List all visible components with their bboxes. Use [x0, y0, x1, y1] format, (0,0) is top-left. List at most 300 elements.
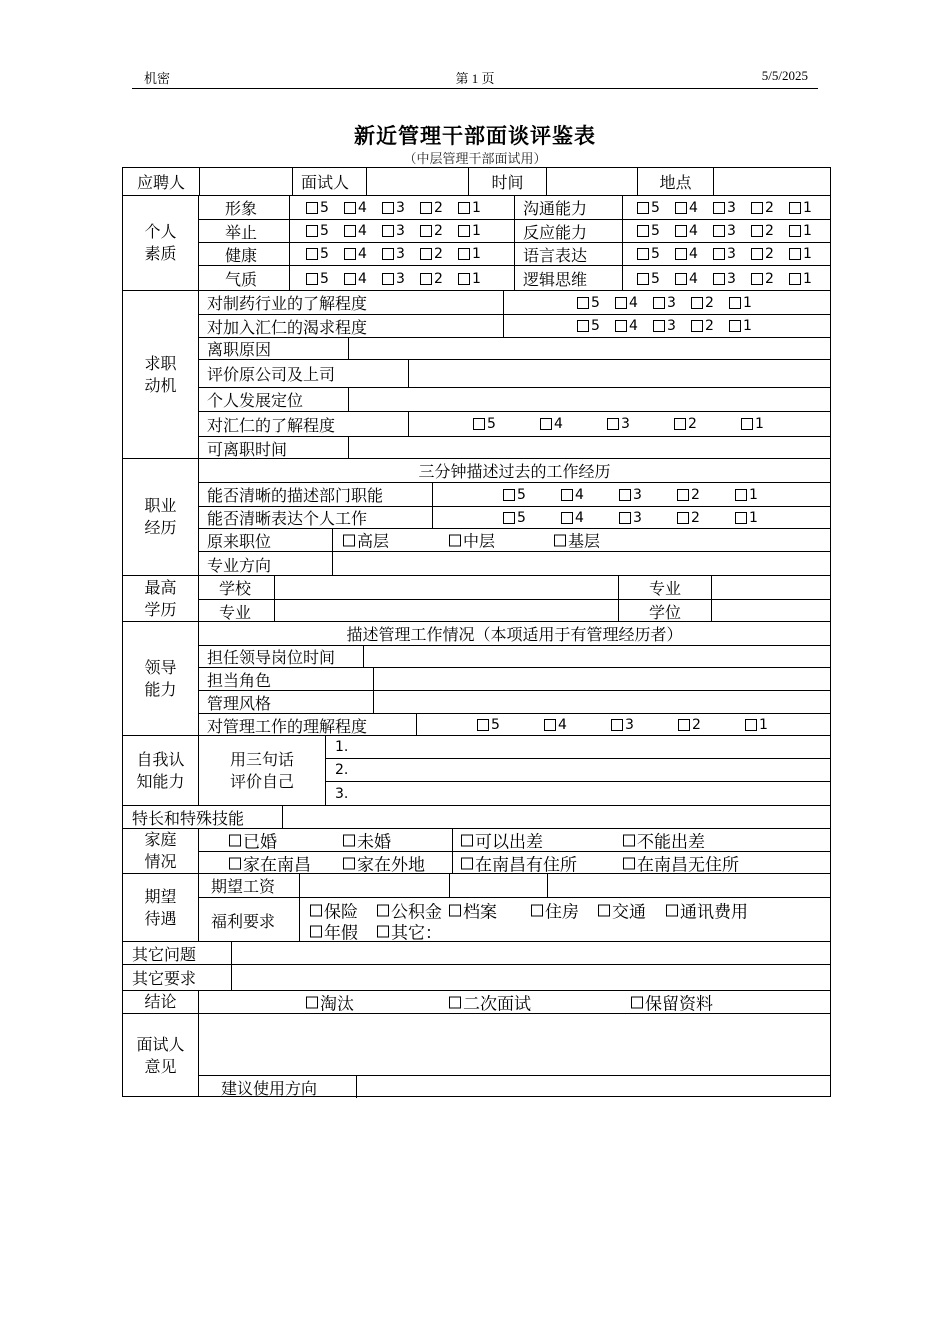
checkbox[interactable]: [691, 320, 703, 332]
personal-row: [199, 219, 830, 242]
checkbox[interactable]: [306, 248, 318, 260]
experience-heading: 三分钟描述过去的工作经历: [418, 462, 611, 481]
checkbox[interactable]: [540, 418, 552, 430]
option-0[interactable]: 高层: [343, 529, 389, 552]
checkbox[interactable]: [343, 534, 355, 546]
checkbox[interactable]: [382, 202, 394, 214]
option-2[interactable]: 3: [382, 271, 405, 287]
checkbox[interactable]: [420, 202, 432, 214]
direction-label: 建议使用方向: [199, 1076, 357, 1098]
experience-row: [199, 528, 830, 551]
checkbox[interactable]: [449, 904, 461, 916]
leadership-field[interactable]: [374, 691, 830, 713]
experience-item: 专业方向: [199, 552, 333, 576]
personal-item: 形象: [199, 196, 290, 219]
checkbox[interactable]: [377, 925, 389, 937]
option-3[interactable]: 在南昌无住所: [623, 851, 739, 876]
checkbox[interactable]: [344, 202, 356, 214]
option-2[interactable]: 3: [713, 246, 736, 262]
self-line[interactable]: [326, 781, 830, 806]
checkbox[interactable]: [449, 534, 461, 546]
option-2[interactable]: 基层: [554, 529, 600, 552]
option-0[interactable]: 5: [577, 318, 600, 334]
option-2[interactable]: 3: [382, 223, 405, 239]
option-2[interactable]: 3: [607, 416, 630, 432]
option-3[interactable]: 2: [420, 223, 443, 239]
checkbox[interactable]: [619, 512, 631, 524]
option-0[interactable]: 5: [637, 200, 660, 216]
option-3[interactable]: 2: [691, 295, 714, 311]
option-0[interactable]: 5: [306, 271, 329, 287]
checkbox[interactable]: [623, 834, 635, 846]
option-2[interactable]: 3: [653, 295, 676, 311]
applicant-field[interactable]: [200, 168, 293, 195]
checkbox[interactable]: [677, 512, 689, 524]
option-3[interactable]: 2: [677, 487, 700, 503]
skills-field[interactable]: [283, 806, 830, 828]
personal-item: 健康: [199, 243, 290, 265]
personal-section: [123, 195, 830, 290]
option-3[interactable]: 2: [420, 200, 443, 216]
checkbox[interactable]: [713, 225, 725, 237]
option-1[interactable]: 二次面试: [449, 990, 531, 1015]
checkbox[interactable]: [675, 273, 687, 285]
option-1[interactable]: 公积金: [377, 898, 442, 923]
checkbox[interactable]: [310, 904, 322, 916]
applicant-label: 应聘人: [123, 168, 200, 195]
major-direction-field[interactable]: [333, 552, 830, 576]
option-2[interactable]: 3: [653, 318, 676, 334]
option-3[interactable]: 2: [674, 416, 697, 432]
option-3[interactable]: 2: [677, 510, 700, 526]
option-2[interactable]: 3: [619, 487, 642, 503]
checkbox[interactable]: [420, 248, 432, 260]
education-label: 最高 学历: [123, 576, 199, 621]
experience-row: [199, 506, 830, 528]
leadership-item: 担当角色: [199, 668, 374, 690]
conclusion-options: [306, 991, 830, 1013]
experience-label: 职业 经历: [123, 459, 199, 575]
option-1[interactable]: 4: [615, 295, 638, 311]
checkbox[interactable]: [675, 248, 687, 260]
option-0[interactable]: 5: [637, 223, 660, 239]
option-4[interactable]: 1: [458, 271, 481, 287]
motivation-row: [199, 314, 830, 337]
option-1[interactable]: 4: [675, 271, 698, 287]
checkbox[interactable]: [531, 904, 543, 916]
option-3[interactable]: 2: [678, 717, 701, 733]
checkbox[interactable]: [637, 202, 649, 214]
option-4[interactable]: 1: [789, 200, 812, 216]
checkbox[interactable]: [751, 225, 763, 237]
option-3[interactable]: 2: [751, 271, 774, 287]
option-4[interactable]: 1: [789, 223, 812, 239]
checkbox[interactable]: [637, 273, 649, 285]
option-0[interactable]: 5: [306, 246, 329, 262]
salary-field-2[interactable]: [450, 874, 548, 897]
option-1[interactable]: 4: [344, 246, 367, 262]
place-field[interactable]: [714, 168, 830, 195]
checkbox[interactable]: [561, 489, 573, 501]
salary-field[interactable]: [300, 874, 450, 897]
option-1[interactable]: 4: [561, 510, 584, 526]
major-label: 专业: [199, 600, 275, 622]
opinion-field[interactable]: [199, 1014, 830, 1075]
benefits-row: [199, 897, 830, 942]
experience-row: [199, 482, 830, 506]
motivation-item: 对加入汇仁的渴求程度: [199, 315, 504, 337]
option-4[interactable]: 1: [458, 200, 481, 216]
salary-row: [199, 874, 830, 897]
checkbox[interactable]: [420, 273, 432, 285]
expect-section: [123, 873, 830, 944]
checkbox[interactable]: [729, 320, 741, 332]
option-1[interactable]: 4: [615, 318, 638, 334]
option-0[interactable]: 保险: [310, 898, 358, 923]
motivation-item: 个人发展定位: [199, 388, 349, 411]
checkbox[interactable]: [751, 248, 763, 260]
checkbox[interactable]: [678, 719, 690, 731]
degree-field[interactable]: [712, 600, 830, 622]
checkbox[interactable]: [458, 225, 470, 237]
checkbox[interactable]: [789, 225, 801, 237]
option-1[interactable]: 4: [561, 487, 584, 503]
checkbox[interactable]: [713, 273, 725, 285]
option-2[interactable]: 保留资料: [631, 990, 713, 1015]
option-0[interactable]: 已婚: [229, 828, 277, 853]
experience-item: 能否清晰表达个人工作: [199, 507, 433, 528]
checkbox[interactable]: [789, 202, 801, 214]
option-2[interactable]: 3: [382, 200, 405, 216]
option-0[interactable]: 5: [637, 246, 660, 262]
personal-item-right: 逻辑思维: [515, 266, 623, 291]
option-2[interactable]: 3: [619, 510, 642, 526]
self-line[interactable]: [326, 758, 830, 781]
option-2[interactable]: 3: [713, 200, 736, 216]
interviewer-label: 面试人: [293, 168, 367, 195]
benefits-label: 福利要求: [199, 898, 300, 942]
option-1[interactable]: 4: [344, 271, 367, 287]
motivation-item: 对制药行业的了解程度: [199, 291, 504, 314]
benefits-line-2: [310, 919, 830, 943]
option-1[interactable]: 4: [540, 416, 563, 432]
checkbox[interactable]: [382, 248, 394, 260]
motivation-item: 对汇仁的了解程度: [199, 412, 409, 436]
checkbox[interactable]: [735, 512, 747, 524]
leadership-row: [199, 667, 830, 690]
personal-item-right: 语言表达: [515, 243, 623, 265]
checkbox[interactable]: [607, 418, 619, 430]
checkbox[interactable]: [666, 904, 678, 916]
option-2[interactable]: 3: [611, 717, 634, 733]
option-4[interactable]: 1: [729, 295, 752, 311]
checkbox[interactable]: [503, 512, 515, 524]
checkbox[interactable]: [382, 273, 394, 285]
leadership-row: [199, 645, 830, 667]
checkbox[interactable]: [473, 418, 485, 430]
checkbox[interactable]: [615, 297, 627, 309]
page-header: [132, 68, 818, 89]
motivation-item: 可离职时间: [199, 437, 349, 459]
option-0[interactable]: 5: [577, 295, 600, 311]
leadership-item: 对管理工作的理解程度: [199, 714, 417, 736]
option-3[interactable]: 2: [691, 318, 714, 334]
checkbox[interactable]: [637, 225, 649, 237]
option-3[interactable]: 2: [751, 246, 774, 262]
checkbox[interactable]: [382, 225, 394, 237]
option-0[interactable]: 家在南昌: [229, 851, 311, 876]
personal-item-right: 沟通能力: [515, 196, 623, 219]
checkbox[interactable]: [713, 248, 725, 260]
checkbox[interactable]: [377, 904, 389, 916]
conclusion-label: 结论: [123, 991, 199, 1013]
option-3[interactable]: 2: [420, 246, 443, 262]
motivation-label: 求职 动机: [123, 291, 199, 458]
checkbox[interactable]: [741, 418, 753, 430]
checkbox[interactable]: [789, 248, 801, 260]
salary-field-3[interactable]: [548, 874, 830, 897]
checkbox[interactable]: [653, 297, 665, 309]
checkbox[interactable]: [623, 857, 635, 869]
option-3[interactable]: 2: [751, 200, 774, 216]
leadership-field[interactable]: [364, 646, 830, 667]
motivation-row: [199, 411, 830, 436]
checkbox[interactable]: [420, 225, 432, 237]
option-4[interactable]: 1: [735, 487, 758, 503]
motivation-row: [199, 291, 830, 314]
direction-field[interactable]: [357, 1076, 830, 1098]
skills-row: [123, 805, 830, 828]
option-3[interactable]: 住房: [531, 898, 579, 923]
direction-row: [199, 1075, 830, 1098]
motivation-row: [199, 359, 830, 387]
option-3[interactable]: 不能出差: [623, 828, 705, 853]
option-4[interactable]: 1: [458, 223, 481, 239]
checkbox[interactable]: [306, 273, 318, 285]
checkbox[interactable]: [615, 320, 627, 332]
checkbox[interactable]: [306, 996, 318, 1008]
checkbox[interactable]: [653, 320, 665, 332]
option-5[interactable]: 通讯费用: [666, 898, 748, 923]
option-1[interactable]: 4: [344, 223, 367, 239]
option-4[interactable]: 1: [458, 246, 481, 262]
motivation-row: [199, 337, 830, 359]
personal-row: [199, 196, 830, 219]
option-0[interactable]: 5: [637, 271, 660, 287]
checkbox[interactable]: [637, 248, 649, 260]
education-section: [123, 575, 830, 621]
self-line-number: 1.: [335, 739, 349, 755]
other-questions-row: [123, 941, 830, 964]
option-4[interactable]: 交通: [598, 898, 646, 923]
checkbox[interactable]: [344, 248, 356, 260]
checkbox[interactable]: [745, 719, 757, 731]
checkbox[interactable]: [561, 512, 573, 524]
checkbox[interactable]: [306, 225, 318, 237]
major-field-right[interactable]: [712, 576, 830, 599]
option-2[interactable]: 3: [382, 246, 405, 262]
option-4[interactable]: 1: [789, 246, 812, 262]
checkbox[interactable]: [675, 225, 687, 237]
checkbox[interactable]: [458, 202, 470, 214]
self-line[interactable]: [326, 736, 830, 758]
time-label: 时间: [469, 168, 547, 195]
checkbox[interactable]: [577, 297, 589, 309]
self-section: [123, 735, 830, 805]
option-3[interactable]: 2: [420, 271, 443, 287]
motivation-field[interactable]: [409, 360, 830, 387]
checkbox[interactable]: [751, 273, 763, 285]
leadership-row: [199, 690, 830, 713]
motivation-section: [123, 290, 830, 458]
degree-label: 学位: [619, 600, 712, 622]
option-0[interactable]: 5: [503, 487, 526, 503]
option-2[interactable]: 在南昌有住所: [461, 851, 577, 876]
major-field[interactable]: [275, 600, 619, 622]
checkbox[interactable]: [458, 273, 470, 285]
self-line-number: 3.: [335, 786, 349, 802]
option-2[interactable]: 3: [713, 271, 736, 287]
option-1[interactable]: 家在外地: [343, 851, 425, 876]
checkbox[interactable]: [691, 297, 703, 309]
interview-form: [122, 167, 831, 1097]
checkbox[interactable]: [544, 719, 556, 731]
salary-label: 期望工资: [199, 874, 300, 897]
expect-label: 期望 待遇: [123, 874, 199, 941]
place-label: 地点: [638, 168, 714, 195]
option-0[interactable]: 5: [306, 200, 329, 216]
checkbox[interactable]: [713, 202, 725, 214]
option-4[interactable]: 1: [735, 510, 758, 526]
conclusion-row: [123, 990, 830, 1013]
checkbox[interactable]: [675, 202, 687, 214]
checkbox[interactable]: [577, 320, 589, 332]
checkbox[interactable]: [461, 834, 473, 846]
option-0[interactable]: 淘汰: [306, 990, 354, 1015]
experience-section: [123, 458, 830, 575]
personal-row: [199, 265, 830, 291]
other-requirements-field[interactable]: [232, 965, 830, 990]
option-1[interactable]: 4: [544, 717, 567, 733]
option-0[interactable]: 5: [473, 416, 496, 432]
option-1[interactable]: 4: [675, 223, 698, 239]
checkbox[interactable]: [477, 719, 489, 731]
option-4[interactable]: 1: [789, 271, 812, 287]
checkbox[interactable]: [449, 996, 461, 1008]
family-label: 家庭 情况: [123, 829, 199, 873]
checkbox[interactable]: [344, 273, 356, 285]
checkbox[interactable]: [631, 996, 643, 1008]
time-field[interactable]: [547, 168, 638, 195]
checkbox[interactable]: [503, 489, 515, 501]
checkbox[interactable]: [554, 534, 566, 546]
leadership-item: 担任领导岗位时间: [199, 646, 364, 667]
form-subtitle: （中层管理干部面试用）: [403, 152, 547, 167]
option-1[interactable]: 4: [675, 200, 698, 216]
option-2[interactable]: 可以出差: [461, 828, 543, 853]
experience-item: 原来职位: [199, 529, 333, 551]
option-1[interactable]: 未婚: [343, 828, 391, 853]
leadership-heading-row: [199, 622, 830, 645]
option-0[interactable]: 5: [306, 223, 329, 239]
other-questions-label: 其它问题: [123, 942, 232, 964]
experience-item: 能否清晰的描述部门职能: [199, 483, 433, 506]
self-line-number: 2.: [335, 762, 349, 778]
confidential-label: 机密: [144, 71, 171, 86]
school-field[interactable]: [275, 576, 619, 599]
checkbox[interactable]: [751, 202, 763, 214]
option-1[interactable]: 4: [344, 200, 367, 216]
option-0[interactable]: 年假: [310, 919, 358, 944]
leadership-field[interactable]: [374, 668, 830, 690]
option-4[interactable]: 1: [741, 416, 764, 432]
family-row-1: [199, 829, 830, 851]
experience-row: [199, 551, 830, 576]
option-0[interactable]: 5: [503, 510, 526, 526]
checkbox[interactable]: [310, 925, 322, 937]
personal-row: [199, 242, 830, 265]
option-2[interactable]: 3: [713, 223, 736, 239]
other-requirements-row: [123, 964, 830, 990]
leadership-heading: 描述管理工作情况（本项适用于有管理经历者）: [346, 625, 683, 644]
checkbox[interactable]: [677, 489, 689, 501]
option-0[interactable]: 5: [477, 717, 500, 733]
checkbox[interactable]: [458, 248, 470, 260]
checkbox[interactable]: [611, 719, 623, 731]
other-requirements-label: 其它要求: [123, 965, 232, 990]
option-2[interactable]: 档案: [449, 898, 497, 923]
page-number: 第 1 页: [455, 71, 495, 86]
motivation-item: 离职原因: [199, 338, 349, 359]
checkbox[interactable]: [735, 489, 747, 501]
personal-item: 举止: [199, 220, 290, 242]
personal-item: 气质: [199, 266, 290, 291]
checkbox[interactable]: [598, 904, 610, 916]
major-label-right: 专业: [619, 576, 712, 599]
other-questions-field[interactable]: [232, 942, 830, 964]
checkbox[interactable]: [619, 489, 631, 501]
motivation-field[interactable]: [349, 437, 830, 459]
header-date: 5/5/2025: [761, 68, 808, 83]
interviewer-field[interactable]: [367, 168, 469, 195]
checkbox[interactable]: [344, 225, 356, 237]
option-4[interactable]: 1: [745, 717, 768, 733]
option-1[interactable]: 中层: [449, 529, 495, 552]
checkbox[interactable]: [306, 202, 318, 214]
education-row-1: [199, 576, 830, 599]
self-label: 自我认 知能力: [123, 736, 199, 805]
education-row-2: [199, 599, 830, 622]
motivation-row: [199, 436, 830, 459]
leadership-item: 管理风格: [199, 691, 374, 713]
option-4[interactable]: 1: [729, 318, 752, 334]
checkbox[interactable]: [729, 297, 741, 309]
self-prompt: 用三句话 评价自己: [199, 736, 326, 805]
family-row-2: [199, 851, 830, 874]
motivation-field[interactable]: [349, 388, 830, 411]
motivation-field[interactable]: [349, 338, 830, 359]
checkbox[interactable]: [789, 273, 801, 285]
checkbox[interactable]: [674, 418, 686, 430]
option-1[interactable]: 4: [675, 246, 698, 262]
school-label: 学校: [199, 576, 275, 599]
family-section: [123, 828, 830, 876]
option-1[interactable]: 其它：: [377, 919, 442, 944]
checkbox[interactable]: [461, 857, 473, 869]
personal-label: 个人 素质: [123, 196, 199, 290]
leadership-label: 领导 能力: [123, 622, 199, 735]
option-3[interactable]: 2: [751, 223, 774, 239]
